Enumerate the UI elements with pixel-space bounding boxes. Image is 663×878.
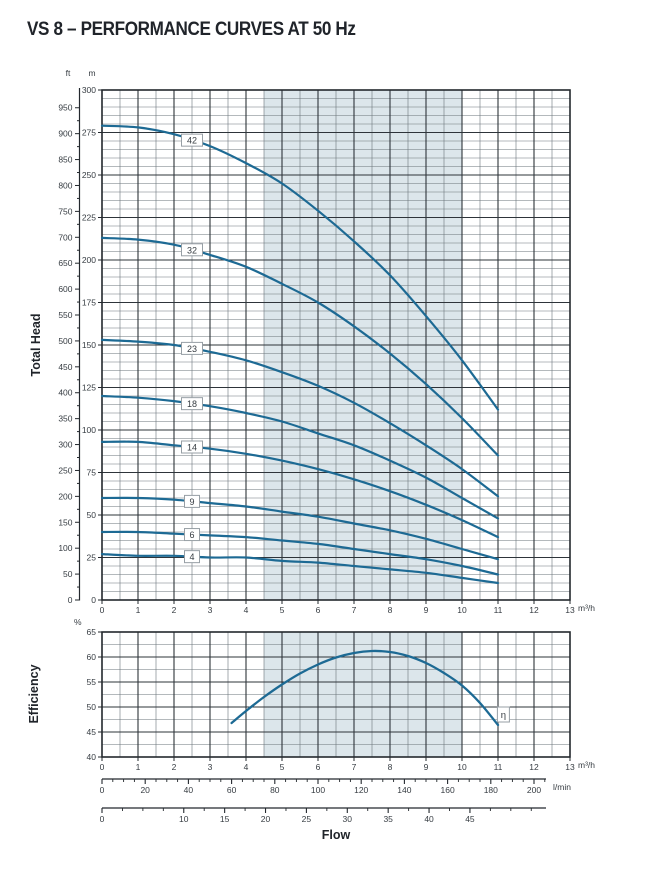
tick-label: 275 [81,127,96,138]
grid-minor [102,632,570,757]
tick-label: 200 [58,491,73,502]
curve-label-14 [182,441,203,453]
tick-label: 25 [86,552,96,563]
tick-label: 60 [226,785,237,795]
tick-label: 0 [99,785,105,795]
tick-label: 10 [457,605,467,615]
tick-label: 750 [58,206,73,217]
tick-label: 150 [58,517,73,528]
head-axis-title: Total Head [29,313,43,377]
lmin-unit-label: l/min [553,782,571,792]
tick-label: 13 [565,762,575,772]
tick-label: 5 [279,762,285,772]
tick-label: 50 [63,569,73,580]
tick-label: 9 [423,762,429,772]
tick-label: 200 [526,785,542,795]
efficiency-axis-title: Efficiency [27,664,41,724]
percent-unit-label: % [74,617,82,627]
tick-label: 7 [351,605,357,615]
m3h-unit-label-eff: m³/h [578,760,595,770]
tick-label: 35 [383,814,393,824]
tick-label: 4 [243,762,249,772]
tick-label: 50 [86,510,96,520]
tick-label: 1 [135,605,141,615]
ft-ruler [58,88,79,605]
tick-label: 10 [179,814,189,824]
curve-label-42 [182,134,203,146]
tick-label: 30 [342,814,353,824]
tick-label: 950 [58,102,73,113]
tick-label: 700 [58,232,73,243]
tick-label: 5 [279,605,285,615]
tick-label: 100 [81,425,96,435]
tick-label: 100 [58,543,73,554]
tick-label: 450 [58,361,73,372]
tick-label: 12 [529,762,539,772]
tick-label: 25 [301,814,312,824]
tick-label: 350 [58,413,73,424]
tick-label: 250 [58,465,73,476]
m-unit-label: m [88,68,96,78]
tick-label: 4 [243,605,249,615]
tick-label: 6 [315,762,321,772]
tick-label: 160 [440,785,455,795]
tick-label: 50 [86,702,96,712]
tick-label: 2 [171,605,177,615]
chart-efficiency [87,627,575,772]
tick-label: 65 [86,627,96,637]
tick-label: 40 [86,752,96,762]
tick-label: 40 [183,785,194,795]
tick-label: 125 [81,382,96,393]
tick-label: 13 [565,605,575,615]
tick-label: 2 [171,762,177,772]
curve-label-9 [185,495,200,507]
curve-label-6 [185,529,200,541]
tick-label: 45 [86,727,96,737]
tick-label: 9 [423,605,429,615]
tick-label: 15 [219,814,230,824]
tick-label: η [500,710,507,721]
tick-label: 200 [81,255,96,265]
m3h-unit-label-head: m³/h [578,603,595,613]
tick-label: 900 [58,128,73,139]
tick-label: 32 [186,245,198,256]
curve-label-32 [182,244,203,256]
tick-label: 850 [58,154,73,165]
tick-label: 175 [81,297,96,308]
tick-label: 120 [354,785,369,795]
tick-label: 10 [457,762,467,772]
tick-label: 18 [186,399,198,410]
tick-label: 550 [58,310,73,321]
tick-label: 7 [351,762,357,772]
tick-label: 0 [67,595,73,605]
tick-label: 8 [387,762,393,772]
tick-label: 180 [483,785,498,795]
curve-label-23 [182,342,203,354]
ft-unit-label: ft [65,68,71,78]
tick-label: 4 [189,552,195,563]
tick-label: 300 [81,85,96,95]
tick-label: 300 [58,439,73,450]
tick-label: 800 [58,180,73,191]
tick-label: 80 [270,785,280,795]
tick-label: 20 [140,785,150,795]
tick-label: 650 [58,258,73,269]
tick-label: 400 [58,387,73,398]
tick-label: 60 [86,652,96,662]
tick-label: 1 [135,762,141,772]
flow-ruler-gpm [100,808,546,824]
tick-label: 8 [387,605,393,615]
tick-label: 45 [465,814,475,824]
curve-label-18 [182,398,203,410]
tick-label: 0 [99,814,105,824]
tick-label: 150 [81,340,96,350]
tick-label: 20 [260,814,271,824]
tick-label: 6 [315,605,321,615]
tick-label: 9 [189,496,195,507]
tick-label: 12 [529,605,539,615]
tick-label: 0 [99,762,105,772]
tick-label: 500 [58,335,73,346]
tick-label: 0 [99,605,105,615]
tick-label: 11 [493,605,503,615]
tick-label: 3 [207,762,213,772]
tick-label: 6 [189,530,195,541]
tick-label: 140 [397,785,412,795]
efficiency-annotation [497,707,509,722]
tick-label: 23 [186,343,198,354]
flow-axis-title: Flow [321,828,351,842]
tick-label: 3 [207,605,213,615]
chart-total-head [58,85,575,615]
tick-label: 600 [58,284,73,295]
tick-label: 55 [86,677,96,687]
tick-label: 11 [493,762,503,772]
page-title: VS 8 – PERFORMANCE CURVES AT 50 Hz [27,19,356,40]
tick-label: 225 [81,212,96,223]
tick-label: 42 [186,135,198,146]
tick-label: 0 [91,595,96,605]
tick-label: 14 [186,442,198,453]
tick-label: 250 [81,170,96,180]
curve-label-4 [185,551,200,563]
tick-label: 75 [86,467,96,478]
tick-label: 100 [310,785,326,795]
tick-label: 40 [424,814,434,824]
flow-ruler-lmin [100,779,546,795]
